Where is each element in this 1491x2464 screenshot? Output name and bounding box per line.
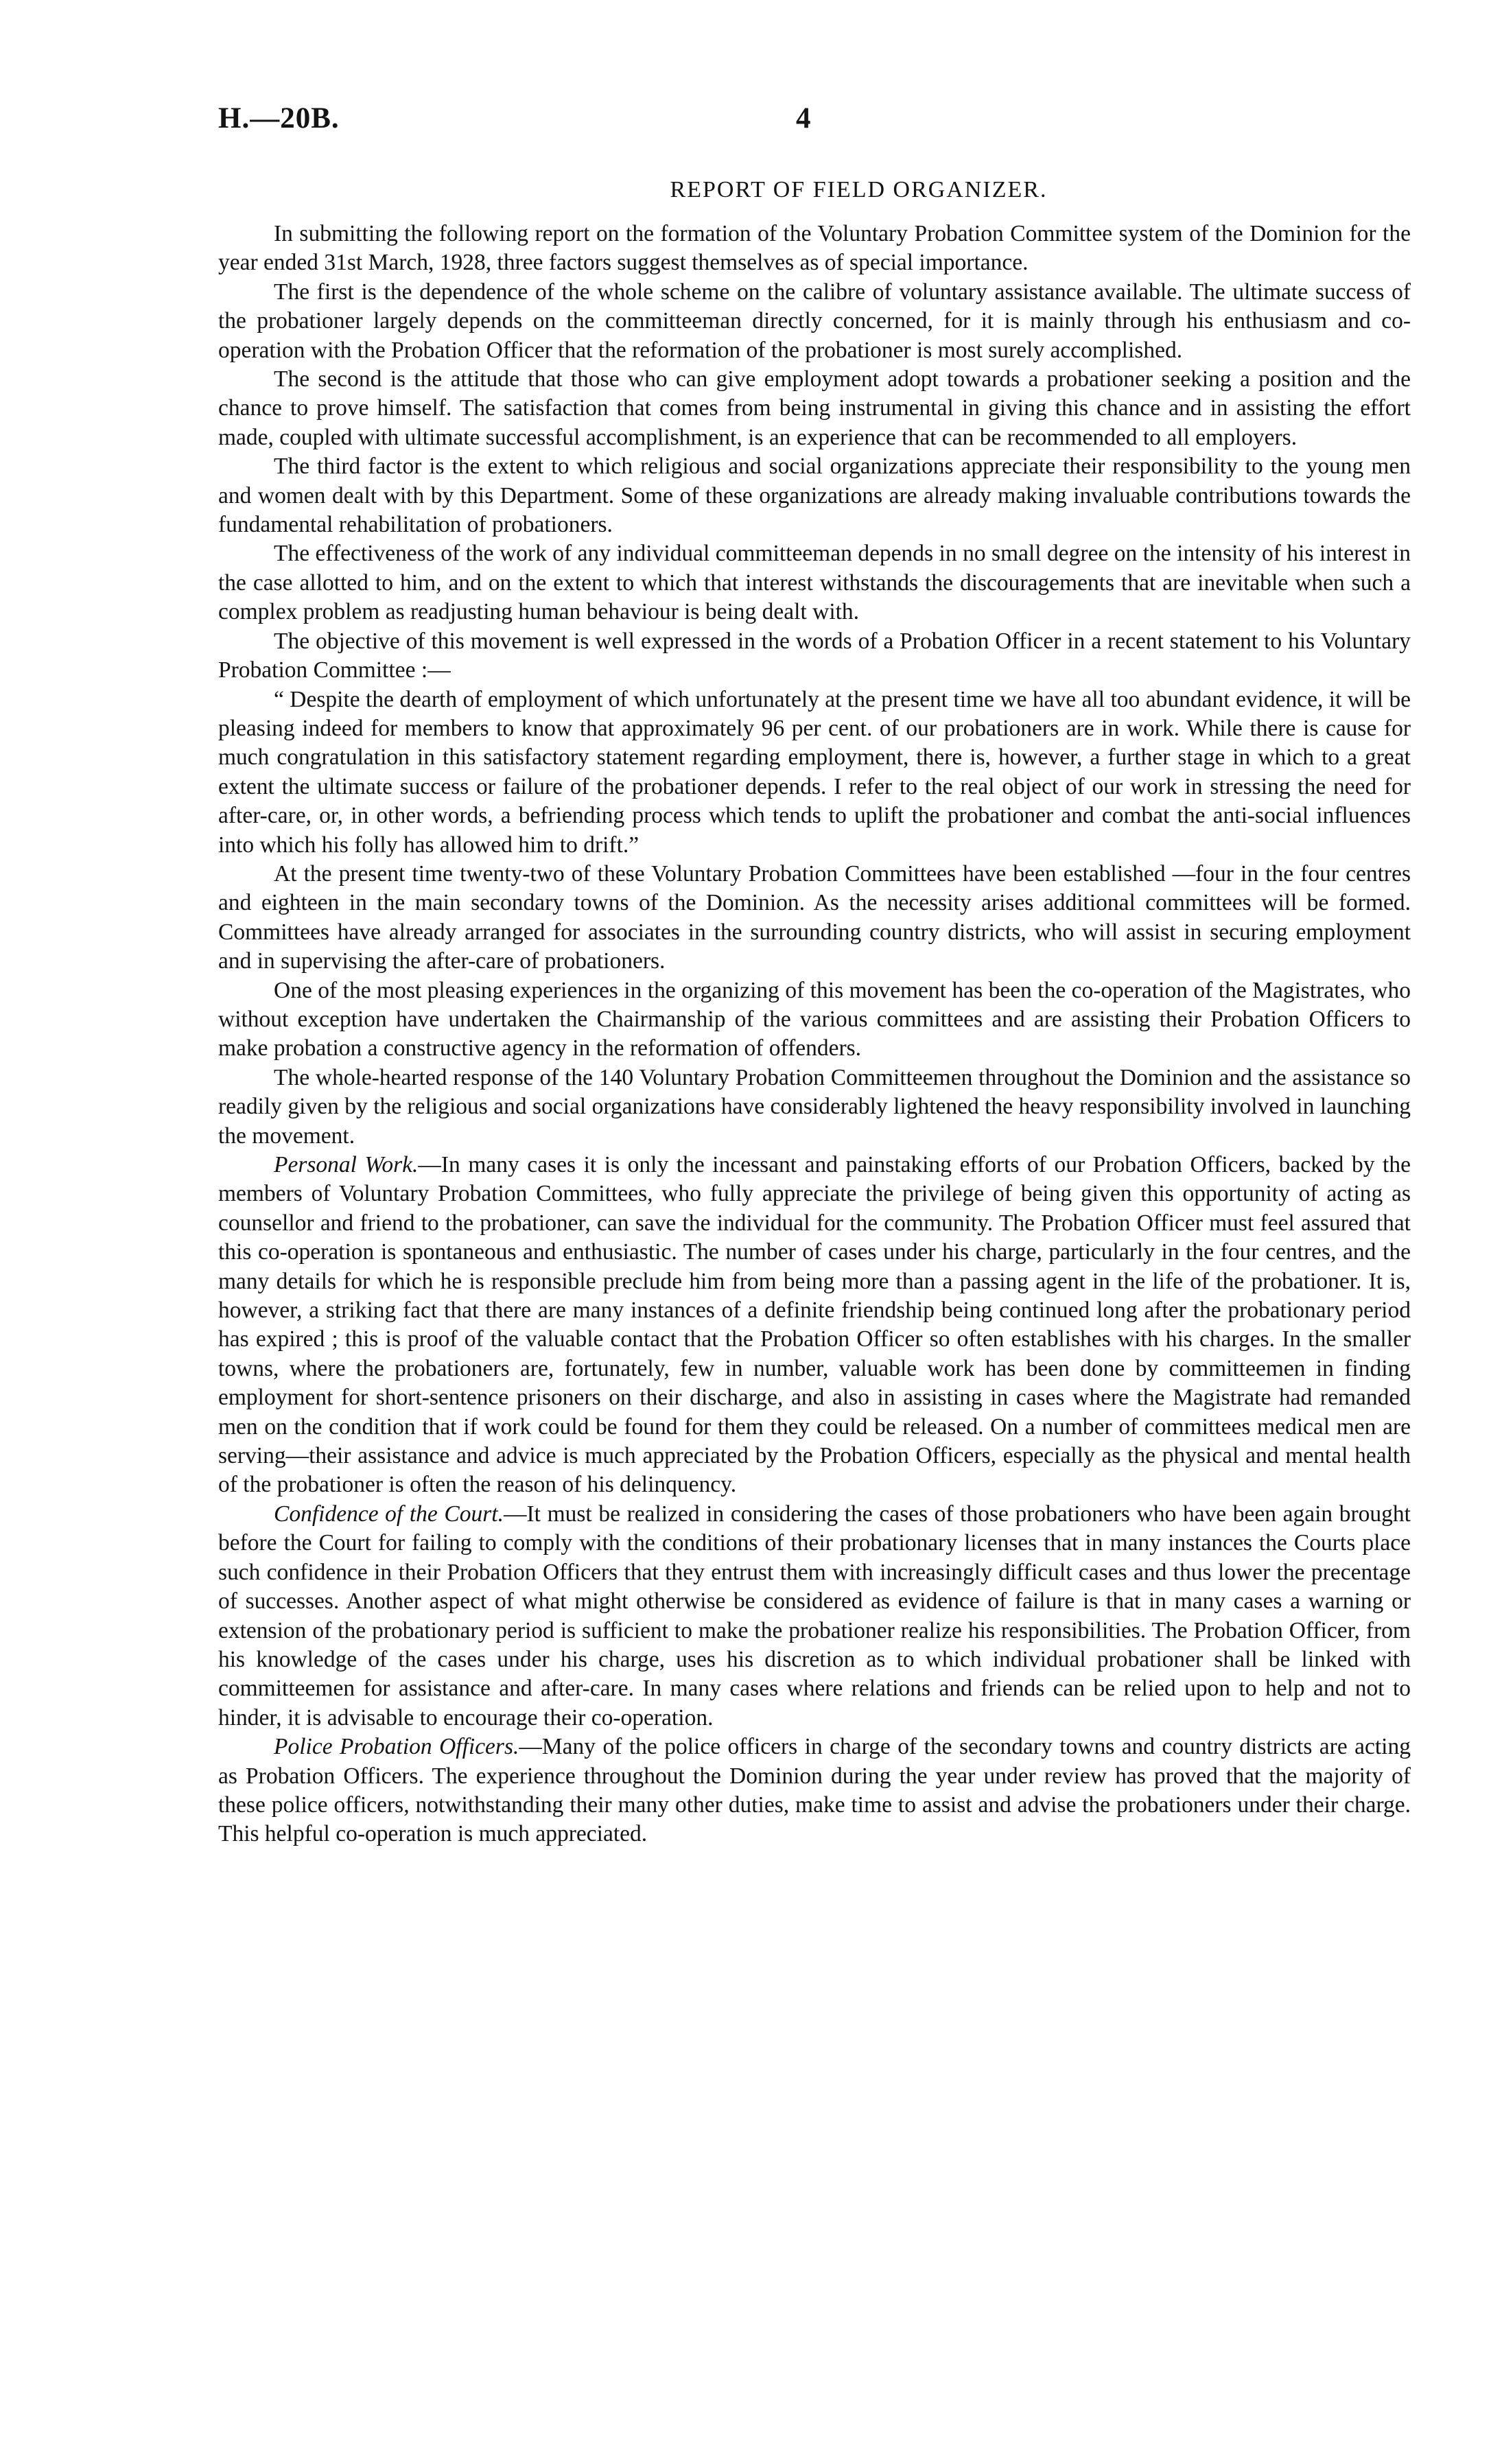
paragraph-personal-work: Personal Work.—In many cases it is only the incessant and painstaking efforts of our Probation Officers, backed by the members of Voluntary Probation Committees, who fully appreciate the privilege of being given this opportunity of acting as counsellor and friend to the probationer, can save the individual for the community. The Probation Officer must feel assured that this co-operation is spontaneous and enthusiastic. The number of cases under his charge, particularly in the four centres, and the many details for which he is responsible preclude him from being more than a passing agent in the life of the probationer. It is, however, a striking fact that there are many instances of a definite friendship being continued long after the probationary period has expired ; this is proof of the valuable contact that the Probation Officer so often establishes with his charges. In the smaller towns, where the probationers are, fortunately, few in number, valuable work has been done by committeemen in finding employment for short-sentence prisoners on their discharge, and also in assisting in cases where the Magistrate had remanded men on the condition that if work could be found for them they could be released. On a number of committees medical men are serving—their assistance and advice is much appreciated by the Probation Officers, especially as the physical and mental health of the probationer is often the reason of his delinquency.: [218, 1152, 1411, 1498]
report-title: REPORT OF FIELD ORGANIZER.: [670, 177, 1048, 202]
paragraph-confidence-of-court: Confidence of the Court.—It must be realized in considering the cases of those probationers who have been again brought before the Court for failing to comply with the conditions of their probationary licenses that in many instances the Courts place such confidence in their Probation Officers that they entrust them with increasingly difficult cases and thus lower the precentage of successes. Another aspect of what might otherwise be considered as evidence of failure is that in many cases a warning or extension of the probationary period is sufficient to make the probationer realize his responsibilities. The Probation Officer, from his knowledge of the cases under his charge, uses his discretion as to which individual probationer shall be linked with committeemen for assistance and after-care. In many cases where relations and friends can be relied upon to help and not to hinder, it is advisable to encourage their co-operation.: [218, 1501, 1411, 1730]
paragraph-magistrates: One of the most pleasing experiences in the organizing of this movement has been the co-operation of the Magistrates, who without exception have undertaken the Chairmanship of the various committees and are assisting their Probation Officers to make probation a constructive agency in the reformation of offenders.: [218, 977, 1411, 1061]
paragraph-objective: The objective of this movement is well expressed in the words of a Probation Officer in a recent statement to his Voluntary Probation Committee :—: [218, 628, 1411, 683]
paragraph-effectiveness: The effectiveness of the work of any individual committeeman depends in no small degree on the intensity of his interest in the case allotted to him, and on the extent to which that interest withstands the discouragements that are inevitable when such a complex problem as readjusting human behaviour is being dealt with.: [218, 541, 1411, 625]
page-header: [218, 102, 1409, 150]
running-head: H.—20B.: [218, 102, 340, 134]
report-body: [218, 220, 1411, 1849]
page-number: 4: [796, 102, 811, 134]
paragraph-quotation: “ Despite the dearth of employment of which unfortunately at the present time we have all too abundant evidence, it will be pleasing indeed for members to know that approximately 96 per cent. of our probationers are in work. While there is cause for much congratulation in this satisfactory statement regarding employment, there is, however, a further stage in which to a great extent the ultimate success or failure of the probationer depends. I refer to the real object of our work in stressing the need for after-care, or, in other words, a befriending process which tends to uplift the probationer and combat the anti-social influences into which his folly has allowed him to drift.”: [218, 686, 1411, 858]
section-heading-police-probation-officers: Police Probation Officers.: [274, 1734, 519, 1760]
paragraph-second-factor: The second is the attitude that those who can give employment adopt towards a probationer seeking a position and the chance to prove himself. The satisfaction that comes from being instrumental in giving this chance and in assisting the effort made, coupled with ultimate successful accomplishment, is an experience that can be recommended to all employers.: [218, 366, 1411, 450]
paragraph-first-factor: The first is the dependence of the whole scheme on the calibre of voluntary assistance available. The ultimate success of the probationer largely depends on the committeeman directly concerned, for it is mainly through his enthusiasm and co-operation with the Probation Officer that the reformation of the probationer is most surely accomplished.: [218, 279, 1411, 363]
section-heading-confidence-of-court: Confidence of the Court.: [274, 1501, 504, 1527]
paragraph-police-probation-officers: Police Probation Officers.—Many of the police officers in charge of the secondary towns and country districts are acting as Probation Officers. The experience throughout the Dominion during the year under review has proved that the majority of these police officers, notwithstanding their many other duties, make time to assist and advise the probationers under their charge. This helpful co-operation is much appreciated.: [218, 1734, 1411, 1847]
section-heading-personal-work: Personal Work.: [274, 1152, 419, 1177]
paragraph-committeemen-response: The whole-hearted response of the 140 Voluntary Probation Committeemen throughout the Dominion and the assistance so readily given by the religious and social organizations have considerably lightened the heavy responsibility involved in launching the movement.: [218, 1064, 1411, 1149]
paragraph-committees-established: At the present time twenty-two of these Voluntary Probation Committees have been established —four in the four centres and eighteen in the main secondary towns of the Dominion. As the necessity arises additional committees will be formed. Committees have already arranged for associates in the surrounding country districts, who will assist in securing employment and in supervising the after-care of probationers.: [218, 860, 1411, 974]
paragraph-intro: In submitting the following report on the formation of the Voluntary Probation Committee system of the Dominion for the year ended 31st March, 1928, three factors suggest themselves as of special importance.: [218, 221, 1411, 276]
paragraph-third-factor: The third factor is the extent to which religious and social organizations appreciate their responsibility to the young men and women dealt with by this Department. Some of these organizations are already making invaluable contributions towards the fundamental rehabilitation of probationers.: [218, 454, 1411, 538]
